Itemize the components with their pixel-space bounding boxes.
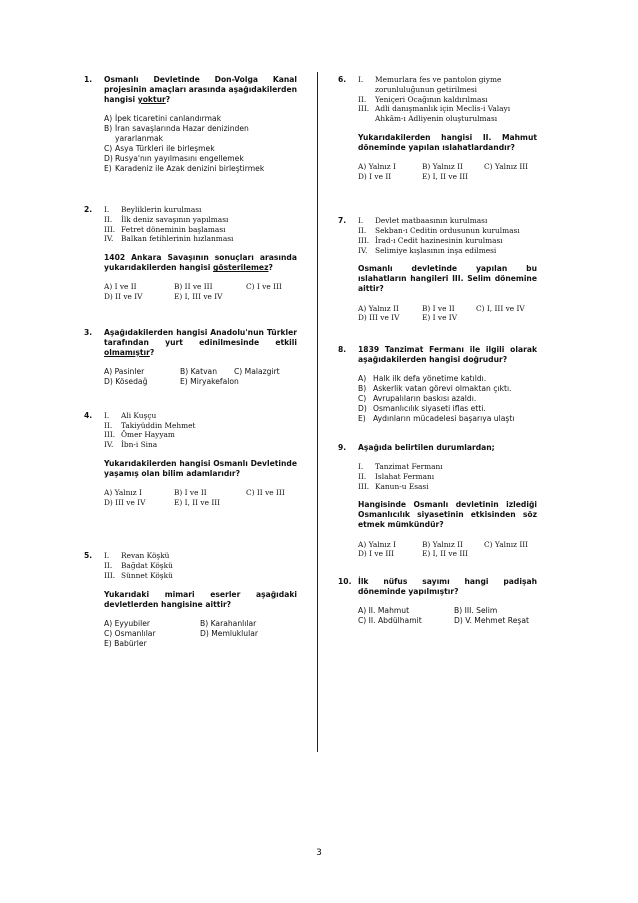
answer-option[interactable]: A) Yalnız I <box>358 161 396 171</box>
question-number: 6. <box>338 75 347 84</box>
question-stem: Yukarıdakilerden hangisi Osmanlı Devletinde yaşamış olan bilim adamlarıdır? <box>104 458 297 478</box>
column-divider <box>317 72 318 752</box>
question-number: 9. <box>338 443 347 453</box>
question-4 <box>84 411 297 508</box>
question-stem: Osmanlı Devletinde Don-Volga Kanal projesinin amaçları arasında aşağıdakilerden hangisi yoktur? <box>104 75 297 105</box>
page-number: 3 <box>316 848 322 858</box>
left-column <box>84 73 297 649</box>
answer-option[interactable]: C) Malazgirt <box>234 366 280 376</box>
question-9 <box>338 443 537 559</box>
answer-options <box>358 162 537 182</box>
answer-option[interactable]: E) Miryakefalon <box>180 376 239 386</box>
answer-option[interactable]: B) I ve II <box>174 487 207 497</box>
roman-list: I. Tanzimat Fermanı II. Islahat Fermanı III. Kanun-u Esasi <box>358 462 443 491</box>
answer-option[interactable]: B) II ve III <box>174 282 213 292</box>
answer-options <box>104 488 297 508</box>
question-number: 5. <box>84 551 93 561</box>
question-1 <box>84 75 297 174</box>
question-5 <box>84 551 297 648</box>
answer-option[interactable]: E) Karadeniz ile Azak denizini birleştirmek <box>104 164 265 174</box>
answer-option[interactable]: E) I, II ve III <box>422 549 469 559</box>
answer-option[interactable]: D) II ve IV <box>104 292 143 301</box>
question-7 <box>338 216 537 323</box>
question-number: 7. <box>338 216 347 226</box>
answer-options <box>358 374 537 424</box>
question-3 <box>84 328 297 387</box>
roman-list: I. Devlet matbaasının kurulması II. Sekban-ı Ceditin ordusunun kurulması III. İrad-ı Cedit hazinesinin kurulması IV. Selimiye kışlasının inşa edilmesi <box>358 216 520 255</box>
answer-option[interactable]: C) II. Abdülhamit <box>358 616 422 626</box>
question-stem: Yukarıdakilerden hangisi II. Mahmut döneminde yapılan ıslahatlardandır? <box>358 132 537 152</box>
answer-option[interactable]: D) III ve IV <box>104 497 146 507</box>
answer-option[interactable]: D) Memluklular <box>200 628 258 638</box>
answer-option[interactable]: A) Yalnız II <box>358 303 399 313</box>
answer-option[interactable]: C) Yalnız III <box>484 161 529 171</box>
answer-option[interactable]: C) Yalnız III <box>484 539 529 549</box>
answer-options <box>104 367 297 387</box>
answer-option[interactable]: D) V. Mehmet Reşat <box>454 616 529 626</box>
question-number: 2. <box>84 205 93 215</box>
answer-option[interactable]: D) III ve IV <box>358 313 400 323</box>
question-number: 3. <box>84 327 93 337</box>
answer-option[interactable]: A) Yalnız I <box>104 487 142 497</box>
question-stem: Osmanlı devletinde yapılan bu ıslahatların hangileri III. Selim dönemine aittir? <box>358 264 537 294</box>
question-number: 4. <box>84 410 93 420</box>
answer-option[interactable]: C) I, III ve IV <box>476 303 525 313</box>
question-intro: Aşağıda belirtilen durumlardan; <box>358 443 495 453</box>
answer-option[interactable]: C) Asya Türkleri ile birleşmek <box>104 144 215 154</box>
answer-options <box>358 304 537 324</box>
question-stem: Yukarıdaki mimari eserler aşağıdaki devletlerden hangisine aittir? <box>104 589 297 609</box>
roman-list: I. Beyliklerin kurulması II. İlk deniz savaşının yapılması III. Fetret döneminin başlaması IV. Balkan fetihlerinin hızlanması <box>104 205 234 244</box>
answer-option[interactable]: E) Aydınların mücadelesi başarıya ulaştı <box>358 414 515 424</box>
roman-list: I. Ali Kuşçu II. Takiyüddin Mehmet III. Ömer Hayyam IV. İbn-i Sina <box>104 410 196 450</box>
answer-option[interactable]: E) Babürler <box>104 638 147 648</box>
answer-option[interactable]: A) Yalnız I <box>358 539 396 549</box>
answer-option[interactable]: B) III. Selim <box>454 606 498 616</box>
answer-options <box>104 282 297 302</box>
answer-options <box>358 540 537 560</box>
answer-option[interactable]: E) I, II ve III <box>174 497 221 507</box>
answer-option[interactable]: D) Osmanlıcılık siyaseti iflas etti. <box>358 404 486 414</box>
question-stem: Hangisinde Osmanlı devletinin izlediği Osmanlıcılık siyasetinin etkisinden söz etmek mümkündür? <box>358 500 537 530</box>
answer-option[interactable]: A) II. Mahmut <box>358 606 410 616</box>
answer-option[interactable]: C) Avrupalıların baskısı azaldı. <box>358 394 477 404</box>
answer-option[interactable]: B) I ve II <box>422 303 455 313</box>
right-column <box>338 73 537 626</box>
answer-option[interactable]: A) Eyyubiler <box>104 618 151 628</box>
question-number: 1. <box>84 75 93 84</box>
answer-option[interactable]: B) Yalnız II <box>422 539 463 549</box>
answer-option[interactable]: D) I ve II <box>358 171 392 181</box>
answer-option[interactable]: A) İpek ticaretini canlandırmak <box>104 114 222 124</box>
answer-option[interactable]: E) I, II ve III <box>422 171 469 181</box>
answer-option[interactable]: B) Katvan <box>180 366 218 376</box>
answer-options <box>104 619 297 649</box>
question-6 <box>338 75 537 181</box>
answer-option[interactable]: C) Osmanlılar <box>104 628 156 638</box>
answer-option[interactable]: A) Halk ilk defa yönetime katıldı. <box>358 374 487 384</box>
question-stem: 1402 Ankara Savaşının sonuçları arasında yukarıdakilerden hangisi gösterilemez? <box>104 253 297 273</box>
answer-option[interactable]: E) I, III ve IV <box>174 292 223 301</box>
answer-option[interactable]: C) I ve III <box>246 282 282 292</box>
answer-option[interactable]: B) Askerlik vatan görevi olmaktan çıktı. <box>358 384 512 394</box>
answer-option[interactable]: D) Kösedağ <box>104 376 148 386</box>
answer-option[interactable]: E) I ve IV <box>422 313 458 323</box>
question-stem: Aşağıdakilerden hangisi Anadolu'nun Türkler tarafından yurt edinilmesinde etkili olmamıştır? <box>104 327 297 357</box>
answer-option[interactable]: A) Pasinler <box>104 366 145 376</box>
answer-option[interactable]: A) I ve II <box>104 282 137 292</box>
roman-list: I. Memurlara fes ve pantolon giyme zorunluluğunun getirilmesi II. Yeniçeri Ocağının kaldırılması III. Adli danışmanlık için Meclis-i Valayı Ahkâm-ı Adliyenin oluşturulması <box>358 75 511 124</box>
question-stem: İlk nüfus sayımı hangi padişah döneminde yapılmıştır? <box>358 577 537 597</box>
roman-list: I. Revan Köşkü II. Bağdat Köşkü III. Sünnet Köşkü <box>104 551 173 580</box>
answer-option[interactable]: D) I ve III <box>358 549 395 559</box>
answer-option[interactable]: B) Yalnız II <box>422 161 463 171</box>
question-number: 10. <box>338 577 352 587</box>
question-8 <box>338 345 537 424</box>
answer-option[interactable]: C) II ve III <box>246 487 285 497</box>
question-number: 8. <box>338 345 347 355</box>
answer-option[interactable]: B) Karahanlılar <box>200 618 257 628</box>
question-stem: 1839 Tanzimat Fermanı ile ilgili olarak aşağıdakilerden hangisi doğrudur? <box>358 345 537 365</box>
answer-options <box>104 114 297 174</box>
answer-options <box>358 606 537 626</box>
question-2 <box>84 205 297 302</box>
answer-option[interactable]: B) İran savaşlarında Hazar denizinden yararlanmak <box>104 124 249 144</box>
question-10 <box>338 577 537 626</box>
answer-option[interactable]: D) Rusya'nın yayılmasını engellemek <box>104 154 244 164</box>
